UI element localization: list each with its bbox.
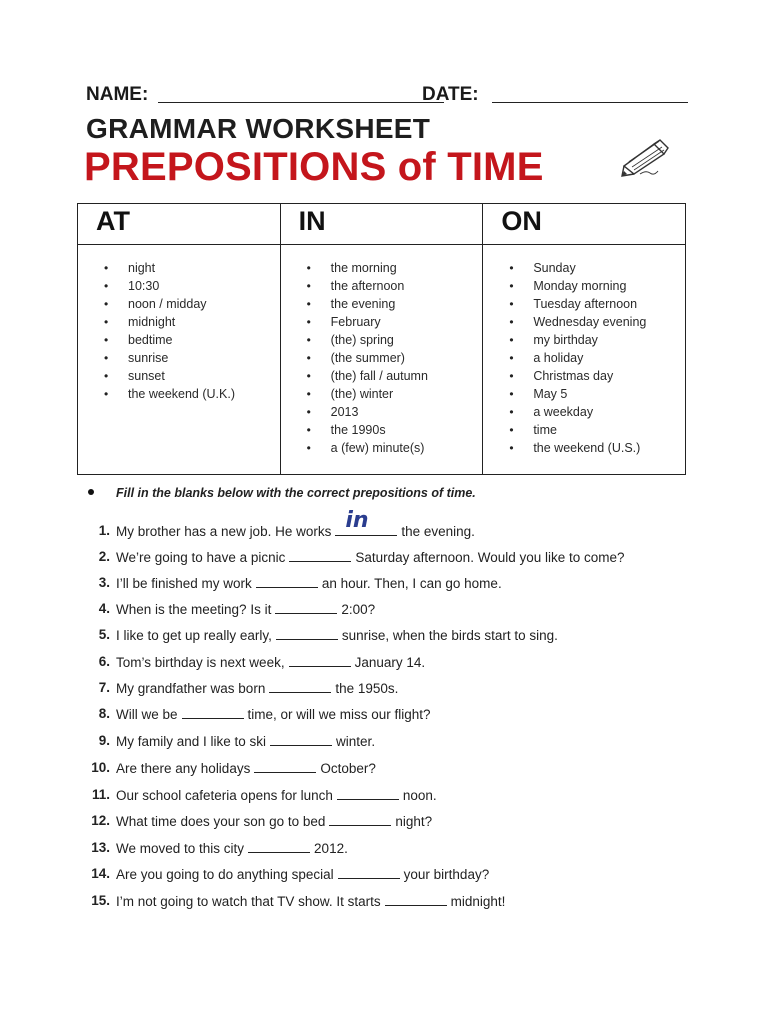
answer-blank[interactable] — [329, 813, 391, 826]
column-at — [78, 245, 281, 475]
question-text-before: I’ll be finished my work — [116, 576, 252, 591]
question-number: 14 . — [90, 866, 110, 881]
question-text-after: noon. — [402, 788, 437, 803]
question-text — [116, 680, 398, 696]
answer-blank[interactable] — [289, 654, 351, 667]
question-number: 9 . — [90, 733, 110, 748]
bullet-icon — [88, 489, 94, 495]
question-text — [116, 627, 558, 643]
list-item: • a (few) minute(s) — [331, 439, 483, 457]
prepositions-table — [77, 203, 686, 475]
question-text — [116, 893, 505, 909]
answer-blank[interactable] — [289, 549, 351, 562]
question-text-before: We moved to this city — [116, 841, 245, 856]
list-item: • February — [331, 313, 483, 331]
question-text-before: Tom’s birthday is next week, — [116, 655, 285, 670]
answer-blank[interactable] — [335, 508, 397, 536]
list-item: • the weekend (U.S.) — [533, 439, 685, 457]
question-text-after: your birthday? — [403, 867, 490, 882]
list-item: • (the) winter — [331, 385, 483, 403]
list-item: • Sunday — [533, 259, 685, 277]
on-list — [483, 259, 685, 457]
question-number: 12 . — [90, 813, 110, 828]
question-text-after: midnight! — [450, 894, 506, 909]
question-text-after: 2012. — [314, 841, 348, 856]
answer-blank[interactable] — [338, 866, 400, 879]
in-list — [281, 259, 483, 457]
worksheet-title: GRAMMAR WORKSHEET — [86, 113, 431, 144]
question-text — [116, 706, 431, 722]
question-number: 11 . — [90, 787, 110, 802]
answer-blank[interactable] — [269, 680, 331, 693]
question-text — [116, 866, 489, 882]
question-number: 1 . — [90, 523, 110, 538]
answer-blank[interactable] — [275, 601, 337, 614]
list-item: • the evening — [331, 295, 483, 313]
list-item: • 10:30 — [128, 277, 280, 295]
list-item: • my birthday — [533, 331, 685, 349]
column-heading-in: IN — [280, 204, 483, 245]
list-item: • May 5 — [533, 385, 685, 403]
date-label: DATE: — [422, 84, 479, 105]
question-text-before: Are you going to do anything special — [116, 867, 334, 882]
name-label: NAME: — [86, 84, 149, 105]
question-text-before: My brother has a new job. He works — [116, 524, 332, 539]
list-item: • noon / midday — [128, 295, 280, 313]
question-number: 8 . — [90, 706, 110, 721]
question-text-after: an hour. Then, I can go home. — [321, 576, 502, 591]
list-item: • (the) spring — [331, 331, 483, 349]
question-text — [116, 787, 437, 803]
question-text-before: What time does your son go to bed — [116, 814, 326, 829]
answer-blank[interactable] — [248, 840, 310, 853]
question-text-after: January 14. — [354, 655, 426, 670]
question-number: 7 . — [90, 680, 110, 695]
column-heading-at: AT — [78, 204, 281, 245]
list-item: • sunset — [128, 367, 280, 385]
question-text — [116, 760, 376, 776]
list-item: • the afternoon — [331, 277, 483, 295]
question-text-after: 2:00? — [341, 602, 376, 617]
question-text — [116, 654, 425, 670]
list-item: • a holiday — [533, 349, 685, 367]
handwritten-answer: in — [345, 508, 369, 533]
answer-blank[interactable] — [182, 706, 244, 719]
question-number: 15 . — [90, 893, 110, 908]
question-text-before: When is the meeting? Is it — [116, 602, 272, 617]
question-number: 6 . — [90, 654, 110, 669]
main-title: PREPOSITIONS of TIME — [84, 145, 544, 189]
column-in — [280, 245, 483, 475]
question-number: 4 . — [90, 601, 110, 616]
name-field[interactable] — [158, 102, 444, 103]
question-text — [116, 733, 375, 749]
question-text — [116, 601, 375, 617]
question-text — [116, 840, 348, 856]
question-number: 13 . — [90, 840, 110, 855]
list-item: • Tuesday afternoon — [533, 295, 685, 313]
date-field[interactable] — [492, 102, 688, 103]
list-item: • bedtime — [128, 331, 280, 349]
question-number: 3 . — [90, 575, 110, 590]
question-text-before: I like to get up really early, — [116, 628, 272, 643]
question-text-before: I’m not going to watch that TV show. It starts — [116, 894, 381, 909]
answer-blank[interactable] — [337, 787, 399, 800]
at-list — [78, 259, 280, 403]
list-item: • Wednesday evening — [533, 313, 685, 331]
list-item: • the morning — [331, 259, 483, 277]
question-number: 5 . — [90, 627, 110, 642]
question-text-before: We’re going to have a picnic — [116, 550, 286, 565]
header-row — [86, 82, 686, 112]
pencil-icon — [620, 136, 672, 180]
question-number: 10 . — [90, 760, 110, 775]
list-item: • 2013 — [331, 403, 483, 421]
question-text-before: Our school cafeteria opens for lunch — [116, 788, 333, 803]
answer-blank[interactable] — [276, 627, 338, 640]
answer-blank[interactable] — [270, 733, 332, 746]
question-text-after: the 1950s. — [335, 681, 399, 696]
question-text — [116, 575, 502, 591]
list-item: • time — [533, 421, 685, 439]
list-item: • the weekend (U.K.) — [128, 385, 280, 403]
column-heading-on: ON — [483, 204, 686, 245]
question-text-after: Saturday afternoon. Would you like to come? — [355, 550, 625, 565]
question-text-after: night? — [395, 814, 433, 829]
question-text — [116, 549, 625, 565]
list-item: • (the summer) — [331, 349, 483, 367]
column-on — [483, 245, 686, 475]
question-number: 2 . — [90, 549, 110, 564]
list-item: • a weekday — [533, 403, 685, 421]
list-item: • (the) fall / autumn — [331, 367, 483, 385]
list-item: • midnight — [128, 313, 280, 331]
question-text-after: time, or will we miss our flight? — [247, 707, 431, 722]
question-text-after: winter. — [336, 734, 376, 749]
question-text-before: Are there any holidays — [116, 761, 251, 776]
list-item: • night — [128, 259, 280, 277]
answer-blank[interactable] — [385, 893, 447, 906]
question-text — [116, 508, 475, 539]
list-item: • Christmas day — [533, 367, 685, 385]
question-text-before: Will we be — [116, 707, 178, 722]
list-item: • sunrise — [128, 349, 280, 367]
answer-blank[interactable] — [256, 575, 318, 588]
question-text-after: the evening. — [401, 524, 475, 539]
list-item: • the 1990s — [331, 421, 483, 439]
instruction-text: Fill in the blanks below with the correct prepositions of time. — [116, 486, 476, 500]
question-text-before: My grandfather was born — [116, 681, 266, 696]
question-text — [116, 813, 432, 829]
question-text-after: sunrise, when the birds start to sing. — [341, 628, 558, 643]
list-item: • Monday morning — [533, 277, 685, 295]
question-text-after: October? — [320, 761, 376, 776]
answer-blank[interactable] — [254, 760, 316, 773]
question-text-before: My family and I like to ski — [116, 734, 267, 749]
